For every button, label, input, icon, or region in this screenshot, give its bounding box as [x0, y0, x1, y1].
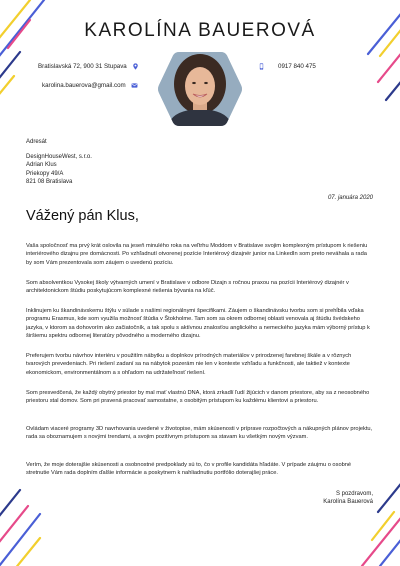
- applicant-name: KAROLÍNA BAUEROVÁ: [84, 20, 316, 41]
- email-icon: [131, 82, 138, 89]
- paragraph: Verím, že moje doterajšie skúsenosti a osobnostné predpoklady sú to, čo v profile kandidáta hľadáte. V prípade záujmu o osobné stretnutie Vám rada doplním ďalšie informácie a poskytnem k nahliadnutiu portfólio doterajšej práce.: [26, 462, 352, 477]
- paragraph: Inklinujem ku škandinávskemu štýlu v súlade s našimi regionálnymi špecifikami. Záujem o škandinávsku tvorbu som si prehĺbila vďaka programu Erasmus, kde som využila možnosť štúdia v Štokholme. Tam som sa okrem odbornej oblasti venovala aj štúdiu švédskeho jazyka, v ktorom sa dohovorím ako začiatočník, a tak spolu s aktívnou znalosťou anglického a nemeckého jazyka mám výborný prístup k širšiemu spektru odbornej literatúry pôvodného a moderného dizajnu.: [26, 308, 370, 339]
- recipient-street: Priekopy 49/A: [26, 170, 64, 177]
- contact-email: [42, 82, 138, 89]
- location-pin-icon: [132, 63, 139, 70]
- phone-text: 0917 840 475: [278, 63, 316, 70]
- paragraph: Som absolventkou Vysokej školy výtvarných umení v Bratislave v odbore Dizajn s ročnou praxou na pozícii Interiérový dizajnér v architektonickom štúdiu poskytujúcom komplexné riešenia bývania na kľúč.: [26, 280, 349, 295]
- paragraph: Ovládam viaceré programy 3D navrhovania uvedené v životopise, mám skúsenosti v príprave rozpočtových a nákupných plánov projektu, rada sa oboznamujem s novými trendami, a svojim pozitívnym prístupom sa stavam ku všetkým novým výzvam.: [26, 426, 373, 441]
- letter-date: 07. januára 2020: [327, 195, 373, 201]
- contact-address: [38, 63, 139, 70]
- paragraph: Som presvedčená, že každý obytný priestor by mal mať vlastnú DNA, ktorá zrkadlí ľudí žijúcich v danom priestore, aby sa z neosobného priestoru stal domov. Som pri pravená pracovať samostatne, s osobitým prístupom ku každému klientovi a priestoru.: [26, 390, 370, 405]
- signature-name: Karolína Bauerová: [323, 499, 373, 506]
- address-text: Bratislavská 72, 900 31 Stupava: [38, 63, 127, 70]
- recipient-company: DesignHouseWest, s.r.o.: [26, 154, 92, 160]
- recipient-label: Adresát: [26, 139, 47, 145]
- profile-photo: [157, 50, 243, 128]
- recipient-city: 821 08 Bratislava: [26, 179, 73, 186]
- recipient-person: Adrian Klus: [26, 162, 57, 169]
- phone-icon: [258, 63, 265, 70]
- contact-phone: [258, 63, 316, 70]
- salutation: Vážený pán Klus,: [26, 208, 139, 224]
- closing: [323, 490, 373, 507]
- paragraph: Vaša spoločnosť ma prvý krát oslovila na jeseň minulého roka na veľtrhu Moddom v Bratislave svojim komplexným prístupom k riešeniu interiérového dizajnu pre domácnosti. Po vzhľadnutí otvorenej pozície Interiérový dizajnér junior na LinkedIn som preto neváhala a rada by som Vám prezentovala som záujem o uvedenú pozíciu.: [26, 243, 368, 266]
- email-text[interactable]: karolina.bauerova@gmail.com: [42, 82, 126, 89]
- recipient-address: [26, 153, 92, 187]
- paragraph: Preferujem tvorbu návrhov interiéru v použitím nábytku a doplnkov prírodných materiálov v prirodzenej farebnej škále a v rôznych tvarových prevedeniach. Pri riešení zadaní sa na nábytok pozerám nie len v kontexte vzhľadu a funkčnosti, ale taktiež v kontexte ekonomickom, environmentálnom a s ohľadom na udržateľnosť riešení.: [26, 353, 352, 376]
- closing-greeting: S pozdravom,: [335, 491, 373, 497]
